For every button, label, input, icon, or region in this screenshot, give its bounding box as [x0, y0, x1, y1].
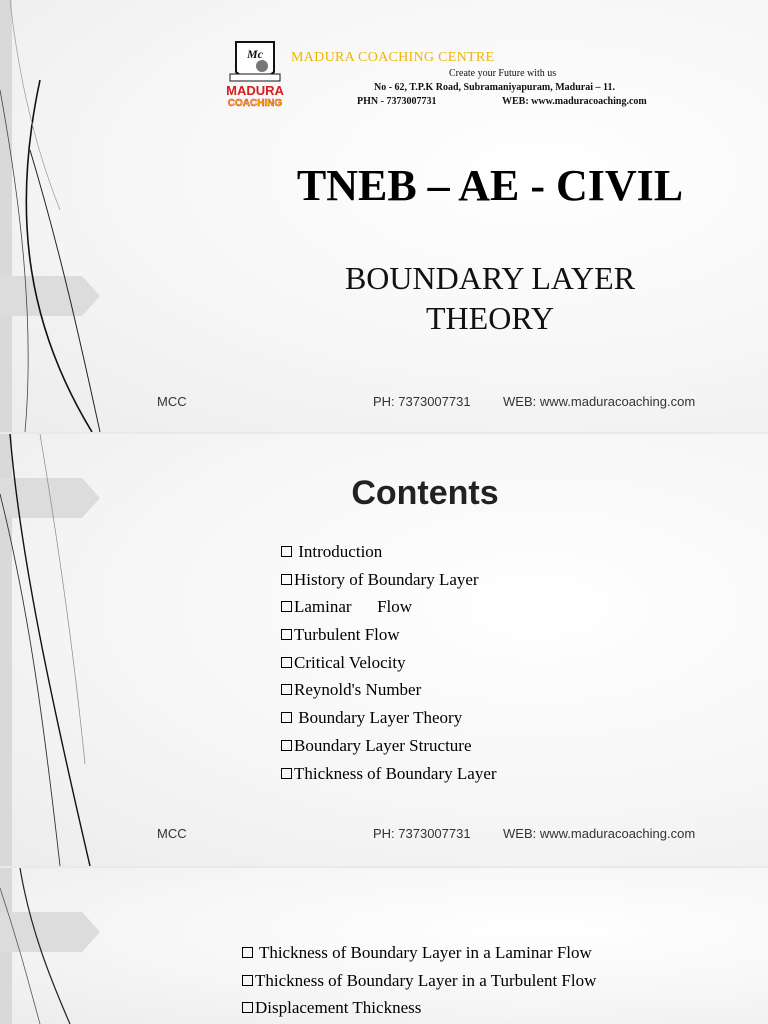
footer-left: MCC [157, 394, 187, 409]
footer-phone: PH: 7373007731 [373, 394, 471, 409]
title-slide [0, 0, 768, 432]
logo-monogram: Mc [247, 47, 263, 61]
list-item: Thickness of Boundary Layer [281, 760, 497, 788]
contents-list-continued [242, 939, 596, 1022]
list-item: Turbulent Flow [281, 621, 497, 649]
list-item: Boundary Layer Structure [281, 732, 497, 760]
checkbox-square-icon [242, 975, 253, 986]
list-item: Laminar Flow [281, 593, 497, 621]
decorative-curves [0, 0, 120, 432]
checkbox-square-icon [281, 684, 292, 695]
subtitle-line-2: THEORY [426, 300, 554, 336]
subtitle [290, 258, 690, 338]
checkbox-square-icon [281, 574, 292, 585]
header-phone: PHN - 7373007731 [357, 96, 437, 107]
footer-left: MCC [157, 826, 187, 841]
list-item: Displacement Thickness [242, 994, 596, 1022]
decorative-curves [0, 434, 120, 866]
logo-word-coaching: COACHING [227, 98, 283, 109]
checkbox-square-icon [281, 657, 292, 668]
address: No - 62, T.P.K Road, Subramaniyapuram, Madurai – 11. [374, 82, 615, 93]
checkbox-square-icon [281, 546, 292, 557]
org-name: MADURA COACHING CENTRE [291, 50, 495, 65]
checkbox-square-icon [281, 629, 292, 640]
checkbox-square-icon [281, 712, 292, 723]
madura-coaching-logo [222, 38, 288, 110]
decorative-curves [0, 868, 120, 1024]
footer-web: WEB: www.maduracoaching.com [503, 394, 696, 409]
header-web: WEB: www.maduracoaching.com [502, 96, 647, 107]
contents-list [281, 538, 497, 787]
checkbox-square-icon [242, 1002, 253, 1013]
checkbox-square-icon [281, 740, 292, 751]
list-item: Introduction [281, 538, 497, 566]
subtitle-line-1: BOUNDARY LAYER [344, 260, 636, 296]
contents-slide [0, 434, 768, 866]
contents-heading: Contents [351, 474, 499, 512]
list-item: Reynold's Number [281, 676, 497, 704]
main-title: TNEB – AE - CIVIL [296, 161, 684, 210]
footer-web: WEB: www.maduracoaching.com [503, 826, 696, 841]
list-item: Critical Velocity [281, 649, 497, 677]
checkbox-square-icon [281, 601, 292, 612]
footer-phone: PH: 7373007731 [373, 826, 471, 841]
continued-contents-slide [0, 868, 768, 1024]
list-item: History of Boundary Layer [281, 566, 497, 594]
list-item: Thickness of Boundary Layer in a Laminar Flow [242, 939, 596, 967]
list-item: Thickness of Boundary Layer in a Turbulent Flow [242, 967, 596, 995]
tagline: Create your Future with us [449, 68, 557, 79]
checkbox-square-icon [281, 768, 292, 779]
list-item: Boundary Layer Theory [281, 704, 497, 732]
logo-word-madura: MADURA [226, 83, 284, 98]
checkbox-square-icon [242, 947, 253, 958]
